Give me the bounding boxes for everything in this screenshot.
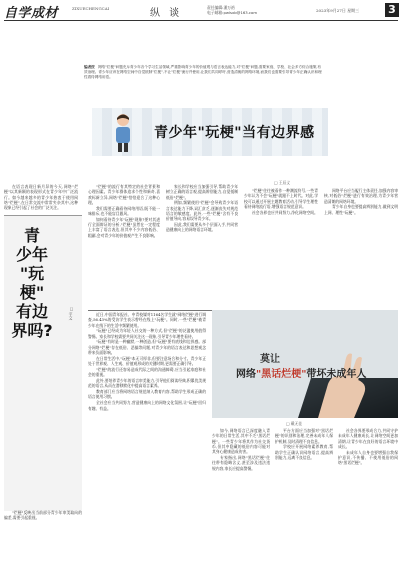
left-article-byline: □ 宇文 bbox=[69, 306, 74, 320]
image-title-line2 bbox=[236, 365, 366, 380]
banner-title: 青少年"玩梗"当有边界感 bbox=[154, 125, 315, 141]
editor-note-text: 网络"烂梗"问题充斥青少年各个学习生活领域,严重影响青少年的价值观与语言表达能力,对"烂梗"问题,需要家庭、学校、社会多方综合施策,有效治理。青少年应该在网络空间中自觉抵制"烂梗",不让"烂梗"流行并使用,让我们共同呼吁,营造清朗的网络环境,而我们也需要引导青少年正确认识和理性看待网络用语。 bbox=[84, 65, 322, 80]
article-column bbox=[275, 428, 333, 562]
paragraph: "烂梗"往往被看作一种潮流符号,一些青少年认为不会"玩梗"就跟不上时代。对此,学校可以通过开展主题教育活动,引导学生理性看待网络流行语,增强语言规范意识。 bbox=[244, 188, 318, 209]
paragraph: 网络平台应当履行主体责任,加强内容审核,对低俗"烂梗"进行有效治理,为青少年营造清朗的网络环境。 bbox=[324, 188, 398, 204]
editor-name: 责任编辑:潘万裕 bbox=[207, 5, 235, 10]
paragraph: 社会各界要形成合力,共同守护未成年人健康成长,让网络空间更加清朗,让青少年在良好的语言环境中成长。 bbox=[338, 428, 398, 449]
paragraph: "玩梗"有时是一种幽默,一种创造,但"玩梗"要有底线和边界感。部分网络"烂梗"存在低俗、恶搞等问题,对青少年的语言表达和思想观念带来负面影响。 bbox=[88, 339, 206, 356]
paragraph: 家长和学校应当加强引导,帮助青少年树立正确的语言观,提高辨别能力,自觉抵制低俗"烂梗"。 bbox=[166, 184, 238, 200]
paragraph: 全社会应当共同努力,营造健康向上的网络文化氛围,让"玩梗"回归有趣、有益。 bbox=[88, 400, 206, 411]
paragraph: 因此,我们需要从多个层面入手,共同营造健康向上的网络语言环境。 bbox=[166, 222, 238, 233]
paragraph: 在语言表现日新月异的今天,网络"烂梗"以其新颖的表现形式在青少年中广泛流行。如今越来越多的青少年热衷于使用网络"烂梗",在日常交流中常常夹杂其中,这种现象已经引起了社会的广泛关注。 bbox=[4, 184, 78, 211]
paragraph: "烂梗"的流行还容易造成代际之间的沟通障碍,应当引起家庭和社会的重视。 bbox=[88, 366, 206, 378]
right-article-image bbox=[212, 310, 398, 418]
editor-info bbox=[207, 5, 257, 15]
title-line: "玩梗" bbox=[19, 264, 45, 302]
image-title-line1: 莫让 bbox=[260, 354, 280, 365]
hand-typing-icon bbox=[298, 344, 378, 418]
paragraph: 如今,网络语言已深度融入青少年的日常生活,其中不乏"黑话烂梗"。一些青少年将其作为社交货币,但其中隐藏的低俗内容可能对其身心健康造成伤害。 bbox=[212, 428, 270, 455]
paragraph: 教育部门应当将网络语言规范纳入教育内容,帮助学生形成正确的语言使用习惯。 bbox=[88, 389, 206, 400]
title-line: 界吗? bbox=[11, 321, 53, 340]
paragraph: 平台方面应当加强对"黑话烂梗"的识别和治理,完善未成年人保护机制,及时清理不良信息。 bbox=[275, 428, 333, 444]
article-column bbox=[88, 184, 160, 309]
title-line: 有边 bbox=[15, 302, 48, 321]
editor-email: 电子邮箱:pwlsxb@163.com bbox=[207, 10, 258, 15]
image-title-prefix: 网络 bbox=[236, 369, 256, 380]
page-header bbox=[0, 0, 402, 22]
image-title-suffix: 带坏未成年人 bbox=[306, 369, 367, 380]
newspaper-brand-sub: ZIXUECHENGCAI bbox=[72, 6, 110, 11]
page-number: 3 bbox=[385, 3, 399, 17]
article-column bbox=[324, 188, 398, 309]
paragraph: 青少年自身也要提高辨别能力,做到文明上网、理性"玩梗"。 bbox=[324, 204, 398, 215]
newspaper-brand: 自学成材 bbox=[4, 6, 59, 21]
paragraph: 社会各界也应共同努力,净化网络空间。 bbox=[252, 209, 318, 215]
article-column bbox=[338, 428, 398, 562]
bottom-article-byline: □ 戴无佳 bbox=[286, 421, 303, 426]
issue-date: 2023年9月27日 星期三 bbox=[316, 8, 360, 13]
paragraph: 专家指出,网络"黑话烂梗"往往带有隐晦含义,甚至涉及违法违规内容,家长应提高警惕。 bbox=[212, 454, 270, 471]
paragraph: 例如,频繁使用"烂梗"会导致青少年语言表达能力下降,词汇贫乏,逐渐丧失对规范语言的敏感度。此外,一些"烂梗"含有不良价值导向,容易误导青少年。 bbox=[166, 200, 238, 222]
article-column bbox=[4, 510, 82, 562]
top-banner bbox=[92, 108, 328, 156]
header-rule bbox=[4, 20, 398, 21]
paragraph: "玩梗"已经成为年轻人社交的一种方式,但"烂梗"的泛滥使用值得警惕。家长和学校需要共同关注这一现象,引导青少年理性看待。 bbox=[88, 328, 206, 339]
left-article-title bbox=[10, 226, 54, 340]
paragraph: "烂梗"的流行有其特定的社会背景和心理因素。青少年群体追求个性和新奇,喜欢标新立异,网络"烂梗"恰恰迎合了这种心理。 bbox=[88, 184, 160, 205]
paragraph: 我们需要正确看待网络用语,既不能一味排斥,也不能盲目跟风。 bbox=[88, 205, 160, 216]
child-figure-icon bbox=[110, 112, 136, 152]
image-title-highlight: "黑话烂梗" bbox=[256, 369, 307, 380]
paragraph: 近日,中国青年报社、中青校媒对1164名学生就"网络烂梗"进行调查,56.43%的受访学生表示曾经在线上"玩梗"。同时,一些"烂梗"被青少年在线下的生活中频繁使用。 bbox=[88, 312, 206, 328]
paragraph: 此外,要培养青少年的语言审美能力,引导他们阅读经典,积累优美规范的语言,从而在潜移默化中提高语言素养。 bbox=[88, 378, 206, 389]
paragraph: "烂梗"反映出当前部分青少年审美取向的偏差,需要引起重视。 bbox=[4, 510, 82, 521]
paragraph: 学校应开展网络素养教育,帮助学生正确认识网络语言,提高辨别能力,远离不良信息。 bbox=[275, 444, 333, 460]
article-column bbox=[212, 428, 270, 562]
paragraph: 未成年人自身也要增强自我保护意识,不传播、不使用低俗的网络"黑话烂梗"。 bbox=[338, 449, 398, 466]
editor-note bbox=[84, 65, 324, 81]
title-line: 少年 bbox=[15, 245, 48, 264]
title-line: 青 bbox=[23, 226, 40, 245]
article-column bbox=[166, 184, 238, 309]
article-column bbox=[88, 312, 206, 562]
paragraph: 在日常生活中,"玩梗"本无可厚非,但要注意场合和分寸。青少年正处于世界观、人生观、价值观形成的关键时期,更需要正确引导。 bbox=[88, 355, 206, 367]
article-column bbox=[4, 184, 78, 214]
section-name: 纵 谈 bbox=[150, 8, 183, 19]
top-article-byline: □ 王辰义 bbox=[274, 180, 291, 185]
editor-note-label: 编者按 bbox=[84, 65, 95, 69]
article-column bbox=[244, 188, 318, 309]
left-article-title-card bbox=[4, 215, 82, 511]
paragraph: 如何看待青少年"玩梗"现象?要对其进行全面辩证的分析,"烂梗"虽然在一定程度上丰富了语言表达,但其中不少内容低俗、粗鄙,会对青少年的价值观产生不良影响。 bbox=[88, 216, 160, 238]
